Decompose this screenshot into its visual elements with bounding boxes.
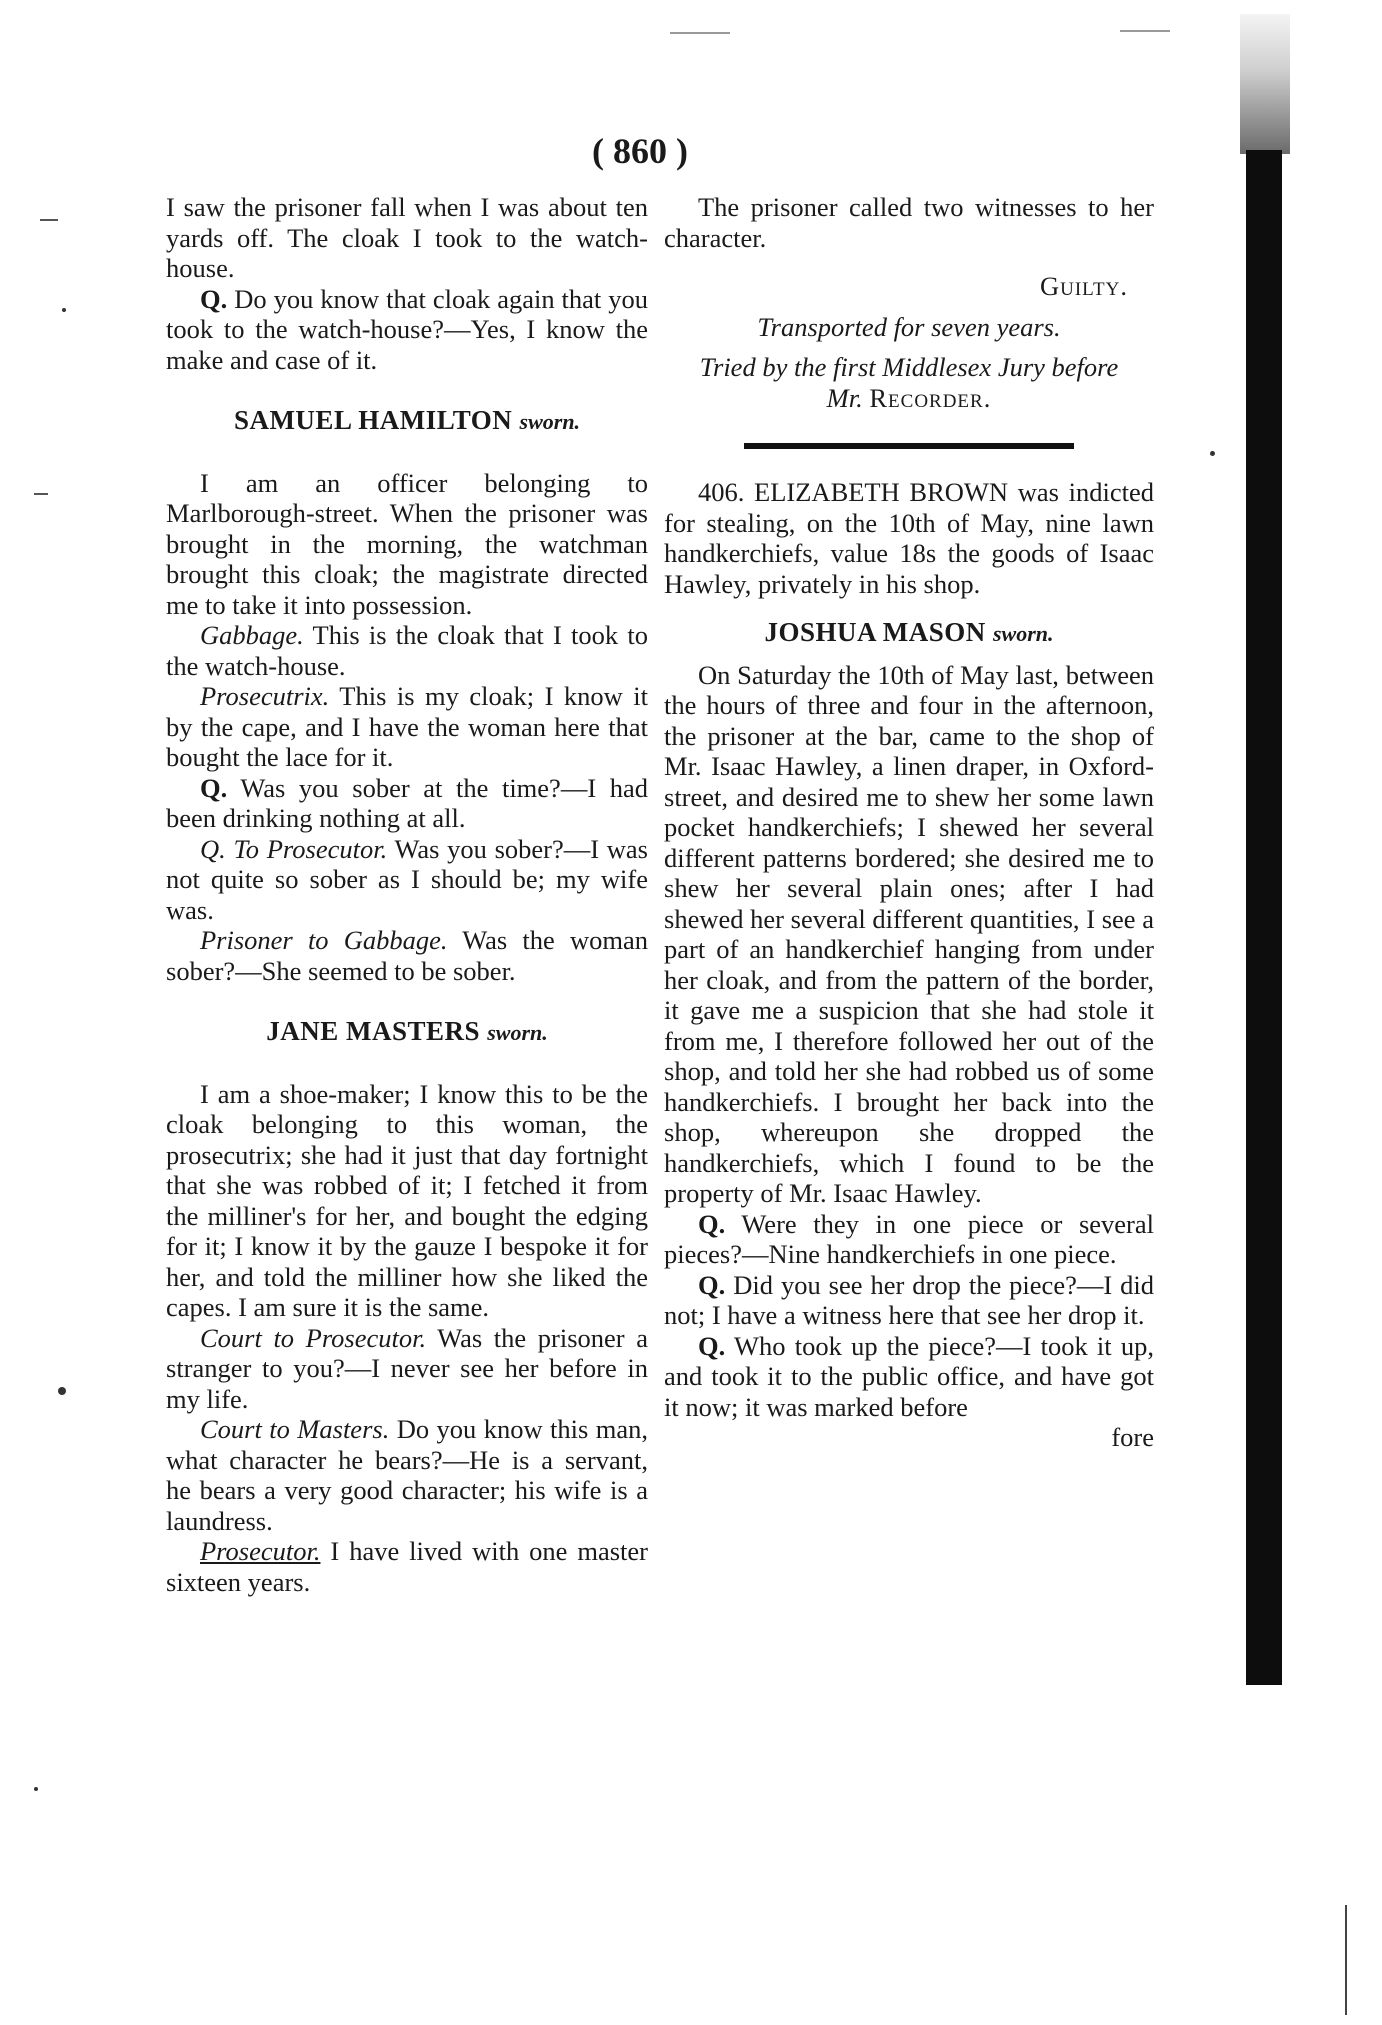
case-number: 406. — [698, 477, 745, 507]
speaker-label: Gabbage. — [200, 620, 304, 650]
scan-speck — [62, 308, 66, 312]
witness-sworn: sworn. — [992, 621, 1054, 646]
scan-speck — [1210, 451, 1215, 456]
catchword: fore — [1111, 1422, 1154, 1452]
paragraph-text: I have lived with one master sixteen years. — [166, 1536, 648, 1597]
testimony-paragraph — [166, 1536, 648, 1597]
speaker-label: Prosecutor. — [200, 1536, 321, 1566]
left-column — [166, 192, 648, 1597]
binding-edge-top — [1240, 14, 1290, 154]
question-paragraph — [664, 1270, 1154, 1331]
speaker-label: Q. — [200, 772, 228, 803]
case-text: was indicted for stealing, on the 10th of May, nine lawn handkerchiefs, value 18s the goods of Isaac Hawley, privately in his shop. — [664, 477, 1154, 599]
sentence: Transported for seven years. — [757, 311, 1061, 342]
paragraph: On Saturday the 10th of May last, between the hours of three and four in the afternoon, the prisoner at the bar, came to the shop of Mr. Isaac Hawley, a linen draper, in Oxford-street, and desired me to shew her some lawn pocket handkerchiefs; I shewed her several different patterns bordered; she desired me to shew her several plain ones; after I had shewed her several different quantities, I see a part of an handkerchief hanging from under her cloak, and from the pattern of the border, it gave me a suspicion that she had stole it from me, I therefore followed her out of the shop, and told her she had robbed us of some handkerchiefs. I brought her back into the shop, whereupon she dropped the handkerchiefs, which I found to be the property of Mr. Isaac Hawley. — [664, 659, 1154, 1208]
question-paragraph — [166, 773, 648, 834]
paragraph-text: Was you sober at the time?—I had been drinking nothing at all. — [166, 772, 648, 833]
witness-name: JOSHUA MASON — [764, 617, 986, 647]
speaker-label: Court to Masters. — [200, 1414, 390, 1444]
margin-mark — [670, 32, 730, 34]
witness-sworn: sworn. — [487, 1020, 548, 1045]
paragraph-text: Was the woman sober?—She seemed to be sober. — [166, 925, 648, 986]
paragraph-text: This is the cloak that I took to the watch-house. — [166, 620, 648, 681]
speaker-label: Court to Prosecutor. — [200, 1322, 427, 1353]
witness-name: SAMUEL HAMILTON — [233, 405, 513, 435]
scan-speck — [34, 1787, 38, 1791]
paragraph: I am an officer belonging to Marlborough-street. When the prisoner was brought in the morning, the watchman brought this cloak; the magistrate directed me to take it into possession. — [166, 467, 648, 620]
margin-mark — [34, 493, 48, 495]
paragraph: I saw the prisoner fall when I was about ten yards off. The cloak I took to the watch-house. — [166, 192, 648, 283]
speaker-label: Q. — [698, 1269, 726, 1300]
speaker-label: Q. To Prosecutor. — [200, 833, 388, 864]
paragraph-text: Was you sober?—I was not quite so sober as I should be; my wife was. — [166, 833, 648, 925]
question-paragraph — [166, 284, 648, 376]
page-number: ( 860 ) — [592, 131, 688, 171]
margin-mark — [1120, 30, 1170, 32]
paragraph-text: Did you see her drop the piece?—I did not; I have a witness here that see her drop it. — [664, 1269, 1154, 1330]
witness-heading — [664, 617, 1154, 650]
judge-name: Recorder. — [869, 382, 992, 413]
witness-heading — [166, 405, 648, 438]
paragraph-text: Was the prisoner a stranger to you?—I never see her before in my life. — [166, 1322, 648, 1414]
paragraph-text: Who took up the piece?—I took it up, and took it to the public office, and have got it now; it was marked before — [664, 1330, 1154, 1422]
speaker-label: Prosecutrix. — [200, 681, 330, 711]
paragraph: I am a shoe-maker; I know this to be the cloak belonging to this woman, the prosecutrix; she had it just that day fortnight that she was robbed of it; I fetched it from the milliner's for her, and bought the edging for it; I know it by the gauze I bespoke it for her, and told the milliner how she liked the capes. I am sure it is the same. — [166, 1078, 648, 1322]
paragraph-text: Do you know that cloak again that you took to the watch-house?—Yes, I know the make and case of it. — [166, 283, 648, 375]
testimony-paragraph — [166, 681, 648, 773]
witness-sworn: sworn. — [519, 409, 581, 434]
testimony-paragraph — [166, 620, 648, 681]
question-paragraph — [664, 1209, 1154, 1270]
jury-line: Tried by the first Middlesex Jury before — [699, 352, 1119, 382]
speaker-label: Q. — [698, 1330, 726, 1361]
judge-prefix: Mr. — [826, 382, 863, 413]
question-paragraph — [664, 1331, 1154, 1423]
scan-speck — [58, 1387, 66, 1395]
paragraph-text: This is my cloak; I know it by the cape, and I have the woman here that bought the lace for it. — [166, 681, 648, 772]
jury-line-judge — [664, 383, 1154, 414]
right-column — [664, 192, 1154, 1453]
paragraph-text: Do you know this man, what character he bears?—He is a servant, he bears a very good character; his wife is a laundress. — [166, 1414, 648, 1536]
speaker-label: Q. — [200, 283, 228, 314]
scan-edge-line — [1345, 1905, 1347, 2015]
verdict: Guilty. — [1040, 271, 1128, 301]
case-paragraph — [664, 477, 1154, 599]
testimony-paragraph — [166, 1323, 648, 1415]
paragraph: The prisoner called two witnesses to her character. — [664, 192, 1154, 253]
question-paragraph — [166, 834, 648, 926]
witness-heading — [166, 1016, 648, 1049]
section-rule — [744, 443, 1074, 449]
margin-mark — [40, 219, 58, 221]
testimony-paragraph — [166, 1414, 648, 1536]
testimony-paragraph — [166, 925, 648, 986]
binding-edge — [1246, 150, 1282, 1685]
paragraph-text: Were they in one piece or several pieces?—Nine handkerchiefs in one piece. — [664, 1208, 1154, 1269]
witness-name: JANE MASTERS — [266, 1016, 480, 1046]
speaker-label: Q. — [698, 1208, 726, 1239]
speaker-label: Prisoner to Gabbage. — [200, 925, 448, 955]
defendant-name: ELIZABETH BROWN — [754, 477, 1009, 507]
